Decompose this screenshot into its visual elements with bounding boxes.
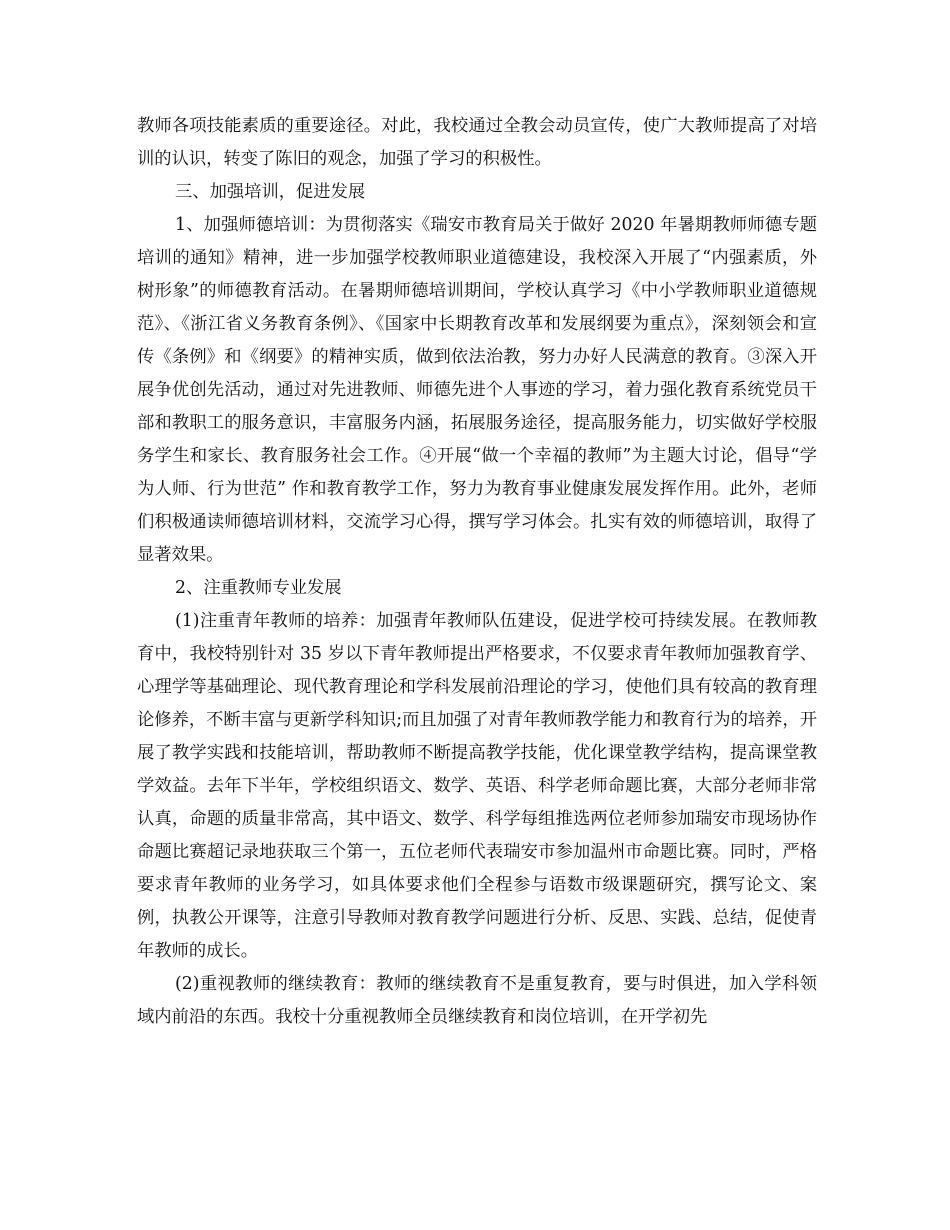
document-body: [137, 110, 817, 1034]
paragraph-item-2-2: (2)重视教师的继续教育：教师的继续教育不是重复教育，要与时俱进，加入学科领域内前沿的东西。我校十分重视教师全员继续教育和岗位培训，在开学初先: [137, 974, 817, 1027]
paragraph-continuation: 教师各项技能素质的重要途径。对此，我校通过全教会动员宣传，使广大教师提高了对培训的认识，转变了陈旧的观念，加强了学习的积极性。: [137, 116, 817, 169]
paragraph-item-1: 1、加强师德培训：为贯彻落实《瑞安市教育局关于做好 2020 年暑期教师师德专题培训的通知》精神，进一步加强学校教师职业道德建设，我校深入开展了“内强素质，外树形象”的师德教育活动。在暑期师德培训期间，学校认真学习《中小学教师职业道德规范》、《浙江省义务教育条例》、《国家中长期教育改革和发展纲要为重点》，深刻领会和宣传《条例》和《纲要》的精神实质，做到依法治教，努力办好人民满意的教育。③深入开展争优创先活动，通过对先进教师、师德先进个人事迹的学习，着力强化教育系统党员干部和教职工的服务意识，丰富服务内涵，拓展服务途径，提高服务能力，切实做好学校服务学生和家长、教育服务社会工作。④开展“做一个幸福的教师”为主题大讨论，倡导“学为人师、行为世范” 作和教育教学工作，努力为教育事业健康发展发挥作用。此外，老师们积极通读师德培训材料，交流学习心得，撰写学习体会。扎实有效的师德培训，取得了显著效果。: [137, 215, 817, 565]
subheading-item-2: 2、注重教师专业发展: [175, 578, 342, 598]
paragraph-item-2-1: (1)注重青年教师的培养：加强青年教师队伍建设，促进学校可持续发展。在教师教育中，我校特别针对 35 岁以下青年教师提出严格要求，不仅要求青年教师加强教育学、心理学等基础理论、现代教育理论和学科发展前沿理论的学习，使他们具有较高的教育理论修养，不断丰富与更新学科知识;而且加强了对青年教师教学能力和教育行为的培养，开展了教学实践和技能培训，帮助教师不断提高教学技能，优化课堂教学结构，提高课堂教学效益。去年下半年，学校组织语文、数学、英语、科学老师命题比赛，大部分老师非常认真，命题的质量非常高，其中语文、数学、科学每组推选两位老师参加瑞安市现场协作命题比赛超记录地获取三个第一，五位老师代表瑞安市参加温州市命题比赛。同时，严格要求青年教师的业务学习，如具体要求他们全程参与语数市级课题研究，撰写论文、案例，执教公开课等，注意引导教师对教育教学问题进行分析、反思、实践、总结，促使青年教师的成长。: [137, 611, 817, 961]
section-heading-3: 三、加强培训，促进发展: [175, 182, 366, 202]
